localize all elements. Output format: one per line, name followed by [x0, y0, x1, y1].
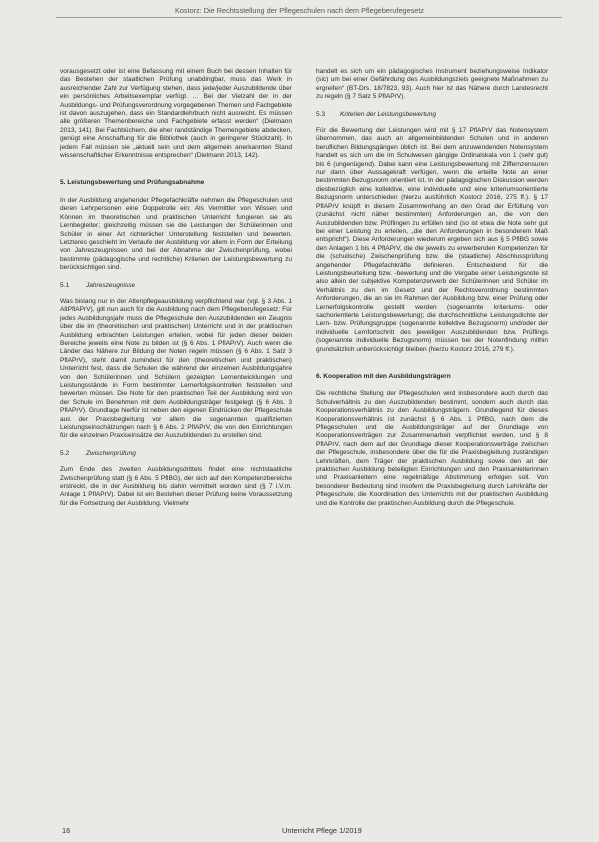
paragraph: vorausgesetzt oder ist eine Befassung mit einem Buch bei dessen Inhalten für das Bestehen der staatlichen Prüfung unabdingbar, muss das Werk in ausreichender Zahl zur Verfügung stehen, dass jede/jeder Auszubildende über ein persönliches Arbeitsexemplar verfügt. … Bei der Vielzahl der in der Ausbildungs- und Prüfungsverordnung vorgegebenen Themen und Fachgebiete ist davon auszugehen, dass ein Standardlehrbuch nicht ausreicht. Es müssen alle größeren Themenbereiche und Fachgebiete erfasst werden“ (Dielmann 2013, 141). Bei Fachbüchern, die eher randständige Themengebiete abdecken, genügt eine Anschaffung für die Bibliothek (auch in geringerer Stückzahl). In jedem Fall müssen sie „aktuell sein und dem allgemein anerkannten Stand wissenschaftlicher Erkenntnisse entsprechen“ (Dielmann 2013, 142). — [60, 68, 292, 160]
paragraph: Zum Ende des zweiten Ausbildungsdrittels findet eine nichtstaatliche Zwischenprüfung statt (§ 6 Abs. 5 PflBG), der sich auf den Kompetenzbereiche erstreckt, die in der Ausbildung bis dahin vermittelt worden sind (§ 7 i.V.m. Anlage 1 PflAPrV). Dabei ist ein Bestehen dieser Prüfung keine Voraussetzung für die Fortsetzung der Ausbildung. Vielmehr — [60, 466, 292, 507]
subsection-title: Kriterien der Leistungsbewertung — [340, 110, 437, 118]
paragraph: handelt es sich um ein pädagogisches Instrument beziehungsweise Indikator (sic) um bei einer Gefährdung des Ausbildungsziels geeignete Maßnahmen zu ergreifen“ (BT-Drs. 18/7823, 93). Auch hier ist das Nähere durch Landesrecht zu regeln (§ 7 Satz 5 PflAPrV). — [316, 68, 548, 101]
header-rule — [56, 17, 562, 18]
section-heading: 5. Leistungsbewertung und Prüfungsabnahme — [60, 179, 205, 187]
subsection-number: 5.3 — [316, 110, 326, 118]
paragraph: Was bislang nur in der Altenpflegeausbildung verpflichtend war (vgl. § 3 Abs. 1 AltPflAPrV), gilt nun auch für die Ausbildung nach dem Pflegeberufegesetz: Für jedes Ausbildungsjahr muss die Pflegeschule den Auszubildenden ein Zeugnis über die im (theoretischen und praktischen) Unterricht und in der praktischen Ausbildung erbrachten Leistungen erteilen, wobei für jeden dieser beiden Bereiche jeweils eine Note zu bilden ist (§ 6 Abs. 1 PflAPrV). Auch wenn die Länder das Nähere zur Bildung der Noten regeln müssen (§ 6 Abs. 1 Satz 3 PflAPrV), steht damit zumindest für den (theoretischen und praktischen) Unterricht fest, dass die Schulen die während der einzelnen Ausbildungsjahre von den Schülerinnen und Schülern gezeigten Lernentwicklungen und Leistungsstände in Form bestimmter Lernerfolgskontrollen feststellen und bewerten müssen. Die Note für den praktischen Teil der Ausbildung wird von der Schule im Benehmen mit dem Ausbildungsträger festgelegt (§ 6 Abs. 3 PflAPrV). Grundlage hierfür ist neben den eigenen Eindrücken der Pflegeschule aus der Praxisbegleitung vor allem die sogenannten qualifizierten Leistungseinschätzungen nach § 6 Abs. 2 PflAPrV, die von den Einrichtungen für die einzelnen Praxiseinsätze der Auszubildenden zu erstellen sind. — [60, 297, 292, 440]
subsection-title: Jahreszeugnisse — [86, 281, 136, 289]
paragraph: Die rechtliche Stellung der Pflegeschulen wird insbesondere auch durch das Schulverhältnis zu den Auszubildenden bestimmt, sondern auch durch das Kooperationsverhältnis zu den Ausbildungsträgern. Grundlegend für dieses Kooperationsverhältnis ist zunächst § 6 Abs. 1 PflBG, nach dem die Pflegeschulen und die Ausbildungsträger auf der Grundlage von Kooperationsverträgen zur Zusammenarbeit verpflichtet werden, und § 8 PflAPrV, nach dem auf der Grundlage dieser Kooperationsverträge zwischen der Pflegeschule, insbesondere über die für die Praxisbegleitung zuständigen Lehrkräften, dem Träger der praktischen Ausbildung sowie den an der praktischen Ausbildung beteiligten Einrichtungen und den Praxisanleiterinnen und Praxisanleitern eine regelmäßige Abstimmung erfolgen soll. Von besonderer Bedeutung sind insofern die Praxisbegleitung durch Lehrkräfte der Pflegeschule, die Koordination des Unterrichts mit der praktischen Ausbildung und die Kontrolle der praktischen Ausbildung durch die Pflegeschule. — [316, 390, 548, 507]
paragraph: Für die Bewertung der Leistungen wird mit § 17 PflAPrV das Notensystem übernommen, das auch an allgemeinbildenden Schulen und in anderen beruflichen Bildungsgängen üblich ist. Bei dem anzuwendenden Notensystem handelt es sich um die im Schulwesen gängige Ordinalskala von 1 (sehr gut) bis 6 (ungenügend). Dabei kann eine Leistungsbewertung mit Ziffernzensuren nur dann über Aussagekraft verfügen, wenn die erteilte Note an einer bestimmten Bezugsnorm orientiert ist. In der pädagogischen Diskussion werden diesbezüglich eine kollektive, eine individuelle und eine kriteriumsorientierte Bezugsnorm unterschieden (hierzu ausführlich Kostorz 2016, 275 ff.). § 17 PflAPrV knüpft in diesem Zusammenhang an den Grad der Erfüllung von (zunächst nicht näher bestimmten) Anforderungen an, die von den Auszubildenden bzw. Prüflingen zu erfüllen sind (so ist etwa die Note sehr gut bei einer Leistung zu erteilen, „die den Anforderungen in besonderem Maß entspricht“). Diese Anforderungen wiederum ergeben sich aus § 5 PflBG sowie den Anlagen 1 bis 4 PflAPrV, die die jeweils zu erwerbenden Kompetenzen für die (schulische) Zwischenprüfung bzw. die (staatliche) Abschlussprüfung angehender Pflegefachkräfte definieren. Entscheidend für die Leistungsbeurteilung bzw. -bewertung und die Vergabe einer Leistungsnote ist also allein der subjektive Kompetenzerwerb der Schülerinnen und Schüler im Verhältnis zu den im Gesetz und der Rechtsverordnung bestimmten Anforderungen, die an sie im Rahmen der Ausbildung bzw. einer Prüfung oder Lernerfolgskontrolle gestellt werden (sogenannte kriteriums- oder sachorientierte Leistungsbewertung); die durchschnittliche Leistungsdichte der Lern- bzw. Prüfungsgruppe (sogenannte kollektive Bezugsnorm) und/oder der individuelle Lernfortschritt des jeweiligen Auszubildenden bzw. Prüflings (sogenannte individuelle Bezugsnorm) müssen bei der Notenfindung mithin grundsätzlich unberücksichtigt bleiben (hierzu Kostorz 2016, 279 ff.). — [316, 127, 548, 353]
running-header: Kostorz: Die Rechtsstellung der Pflegeschulen nach dem Pflegeberufegesetz — [174, 6, 425, 15]
subsection-heading — [60, 282, 292, 290]
subsection-number: 5.1 — [60, 281, 70, 289]
paragraph: In der Ausbildung angehender Pflegefachkräfte nehmen die Pflegeschulen und deren Lehrpersonen eine Doppelrolle ein: Als Vermittler von Wissen und Können im theoretischen und praktischen Unterricht fungieren sie als Lernbegleiter; gleichzeitig müssen sie die Leistungen der Schülerinnen und Schüler in einer Art richterlicher Unterstellung feststellen und bewerten. Letzteres geschieht im Verlaufe der Ausbildung vor allem in Form der Erteilung von Jahreszeugnissen und bei der Abnahme der Zwischenprüfung, wobei bestimmte (pädagogische und rechtliche) Kriterien der Leistungsbewertung zu berücksichtigen sind. — [60, 196, 292, 272]
journal-footer: Unterricht Pflege 1/2019 — [282, 826, 362, 835]
left-column — [60, 68, 292, 508]
subsection-heading — [60, 450, 292, 458]
right-column — [316, 68, 548, 508]
page-number: 16 — [62, 826, 71, 835]
subsection-title: Zwischenprüfung — [86, 449, 136, 457]
section-heading: 6. Kooperation mit den Ausbildungsträgern — [316, 373, 451, 380]
subsection-number: 5.2 — [60, 449, 70, 457]
subsection-heading — [316, 111, 548, 119]
